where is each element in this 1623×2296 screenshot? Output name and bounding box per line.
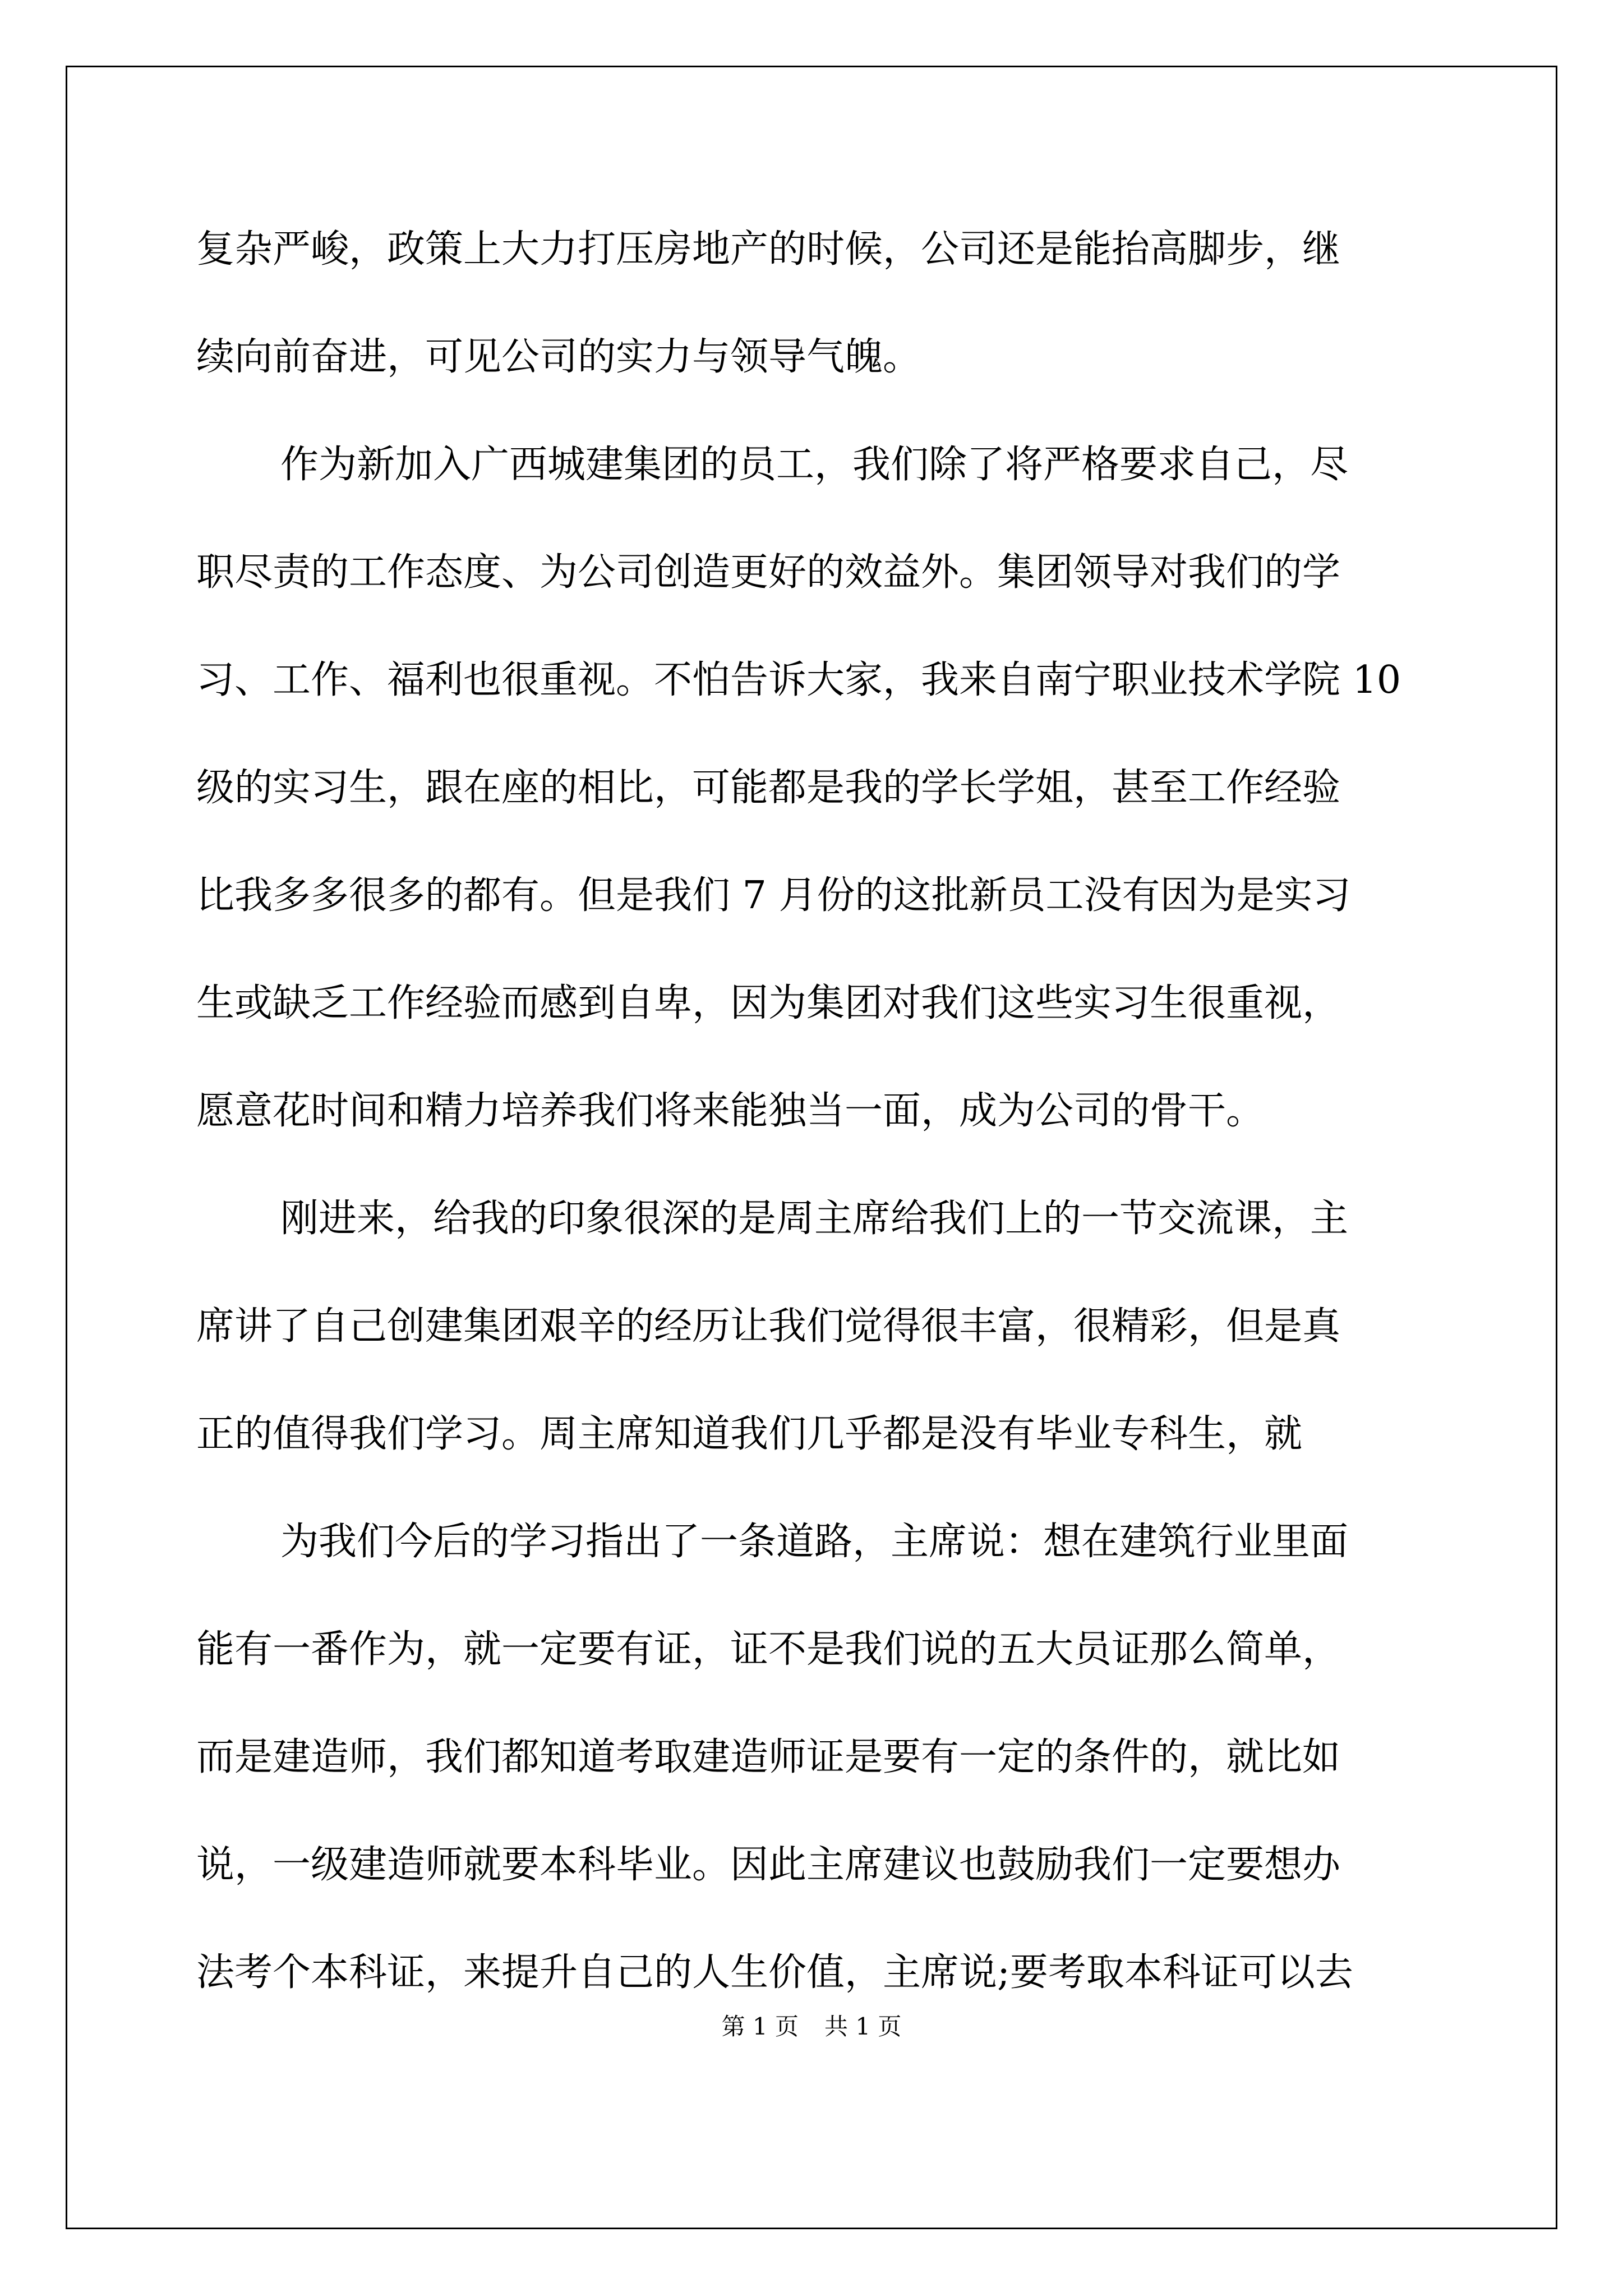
- text-line: 级的实习生，跟在座的相比，可能都是我的学长学姐，甚至工作经验: [196, 766, 1341, 810]
- document-body: [196, 216, 1430, 2047]
- text-line: 正的值得我们学习。周主席知道我们几乎都是没有毕业专科生，就: [196, 1412, 1303, 1456]
- text-line: 续向前奋进，可见公司的实力与领导气魄。: [196, 335, 921, 379]
- page-total: 共 1 页: [824, 2013, 902, 2040]
- text-line: 席讲了自己创建集团艰辛的经历让我们觉得很丰富，很精彩，但是真: [196, 1304, 1341, 1349]
- text-line: 法考个本科证，来提升自己的人生价值，主席说;要考取本科证可以去: [196, 1950, 1353, 1995]
- paragraph-start-line: 刚进来，给我的印象很深的是周主席给我们上的一节交流课，主: [280, 1197, 1349, 1241]
- paragraph-start-line: 为我们今后的学习指出了一条道路，主席说：想在建筑行业里面: [280, 1520, 1349, 1564]
- text-line: 说，一级建造师就要本科毕业。因此主席建议也鼓励我们一定要想办: [196, 1843, 1341, 1887]
- text-line: 愿意花时间和精力培养我们将来能独当一面，成为公司的骨干。: [196, 1089, 1265, 1133]
- text-line: 习、工作、福利也很重视。不怕告诉大家，我来自南宁职业技术学院 10: [196, 658, 1401, 702]
- paragraph-start-line: 作为新加入广西城建集团的员工，我们除了将严格要求自己，尽: [280, 443, 1349, 487]
- text-line: 复杂严峻，政策上大力打压房地产的时候，公司还是能抬高脚步，继: [196, 227, 1341, 272]
- text-line: 职尽责的工作态度、为公司创造更好的效益外。集团领导对我们的学: [196, 550, 1341, 595]
- text-line: 能有一番作为，就一定要有证，证不是我们说的五大员证那么简单，: [196, 1627, 1341, 1672]
- text-line: 比我多多很多的都有。但是我们 7 月份的这批新员工没有因为是实习: [196, 873, 1351, 918]
- page-footer: [0, 2010, 1623, 2044]
- text-line: 生或缺乏工作经验而感到自卑，因为集团对我们这些实习生很重视，: [196, 981, 1341, 1025]
- page-number: 第 1 页: [721, 2013, 799, 2040]
- text-line: 而是建造师，我们都知道考取建造师证是要有一定的条件的，就比如: [196, 1735, 1341, 1779]
